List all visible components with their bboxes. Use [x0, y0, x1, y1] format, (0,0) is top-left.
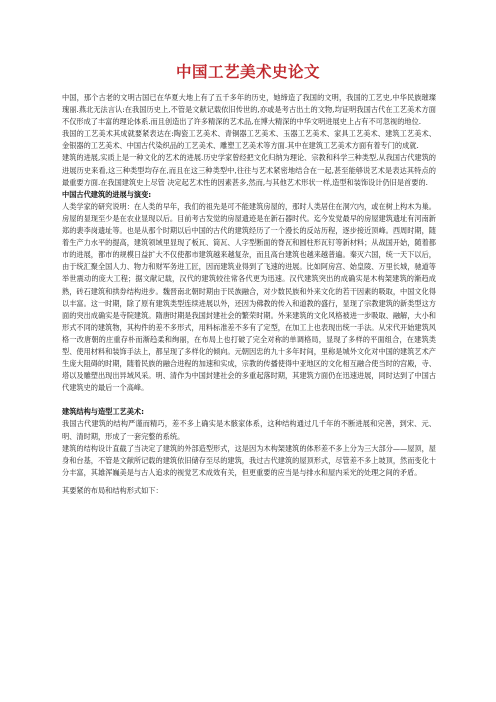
section-spacer	[62, 394, 436, 406]
structure-paragraph-1: 我国古代建筑的结构严谨而精巧，差不多上确实是木骸家体系，这种结构通过几千年的不断进展和完善，到宋、元、明、清时期，形成了一套完整的系统。	[62, 419, 436, 441]
structure-paragraph-3: 其要紧的布局和结构形式如下：	[62, 485, 163, 495]
section-heading-development: 中国古代建筑的进展与演变:	[62, 189, 152, 199]
intro-paragraph-1: 中国，那个古老的文明古国已在华夏大地上有了五千多年的历史，她缔造了我国的文明，我国的工艺史,中华民族璀璨瑰丽.燕北无法言认:在我国历史上,不管是文献记载依旧传世的,亦或是考古出土的文物,均证明我国古代在工艺美术方面不仅形成了丰富的理论体系.而且创造出了许多精深的艺术品,在博大精深的中华文明进展史上占有不可忽视的地位.	[62, 93, 436, 127]
section-heading-structure: 建筑结构与造型工艺美术:	[62, 407, 144, 417]
document-body	[62, 92, 436, 497]
page-title: 中国工艺美术史论文	[175, 63, 320, 81]
intro-paragraph-2: 我国的工艺美术其成就要紧表达在:陶瓷工艺美术、青铜器工艺美术、玉器工艺美术、家具工艺美术、建筑工艺美术、金银器的工艺美术、中国古代染织品的工艺美术、雕塑工艺美术等方面.其中在建筑工艺美术方面有着专门的成就.	[62, 129, 436, 151]
intro-paragraph-3: 建筑的进展,实质上是一种文化的艺术的进展.历史学家曾经把文化归纳为理论、宗教和科学三种类型,从我国古代建筑的进展历史来看,这三种类型均存在,而且在这三种类型中,往往与艺术紧密地结合在一起,甚至能够说艺术是表达其特点的最重要方面.在我国建筑史上尽管 决定起艺术性的因素甚多,然而,与其他艺术形状一样,造型和装饰设计仍旧是首要的.	[62, 153, 436, 187]
development-paragraph: 人类学家的研究说明：在人类的早年，我们的祖先是可不能建筑房屋的，那时人类居住在洞穴内，或在树上构木为巢。房屋的显现至少是在农业显现以后。目前考古发觉的房屋遗迹是在新石器时代。迄今发觉最早的房屋建筑遗址有河南新郑的裴李岗遗址等。也是从那个时期以后中国的古代的建筑经历了一个漫长的反站历程，逐步接近顶峰。西周时期，随着生产力水平的提高，建筑领域里显现了板瓦、筒瓦、人字型断面的脊瓦和圆柱形瓦钉等新材料；从战国开始，随着都市的进展，都市的规模日益扩大不仅使都市建筑越来越复杂，而且高台建筑也越来越普遍。秦灭六国，统一天下以后，由于统汇聚全国人力、物力和财军务进工匠，因而建筑业得到了飞速的进展。比如阿房宫、始皇陵、万里长城，驰道等举世震动的庞大工程；据文献记载，汉代的建筑较往常各代更为迅速。汉代建筑突出的成确实是木构架建筑的渐趋成熟，砖石建筑和拱券结构进步。魏晋南北朝时期由于民族融合，对少数民族和外来文化的若干因素的吸取，中国文化得以丰富。这一时期，除了原有建筑类型连续进展以外，还因为佛教的传入和道教的盛行，显现了宗教建筑的新类型这方面的突出成确实是寺院建筑。隋唐时期是我国封建社会的繁荣时期。外来建筑的文化风格被进一步吸取、融解，大小和形式不同的建筑物，其构件的差不多形式，用料标准差不多有了定型，在加工上也表现出统一手法。从宋代开始建筑风格一改唐朝的庄重存朴而渐趋柔和绚丽，在布局上也打破了完全对称的单调格局，显现了多样的平面组合，在建筑类型、使用材料和装饰手法上，都呈现了多样化的倾向。元朝因忠的九十多年时间，里称是城外文化对中国的建筑艺术产生庞大阻碍的时期，随着民族的融合进程的加速和实成，宗教的传播使得中亚地区的文化相互融合使当时的宫殿，寺、塔以及雕塑出现出异域风采。明、清作为中国封建社会的多重起落时期，其建筑方面仍在迅速进展，同时达到了中国古代建筑史的最后一个高峰。	[62, 201, 436, 393]
structure-paragraph-2: 建筑的结构设计直截了当决定了建筑的外部造型形式，这是因为木构架建筑的体形差不多上分为三大部分——屋顶，屋身和台基，不管是文献所记载的建筑依旧储存至尽的建筑，我过古代建筑的屋顶形式，尽管差不多上坡顶，然而变化十分丰富，其雄浑巍美是与古人追求的视觉艺术成效有关，但更重要的应当是与排水和屋内采光的处理之间的矛盾。	[62, 443, 436, 477]
